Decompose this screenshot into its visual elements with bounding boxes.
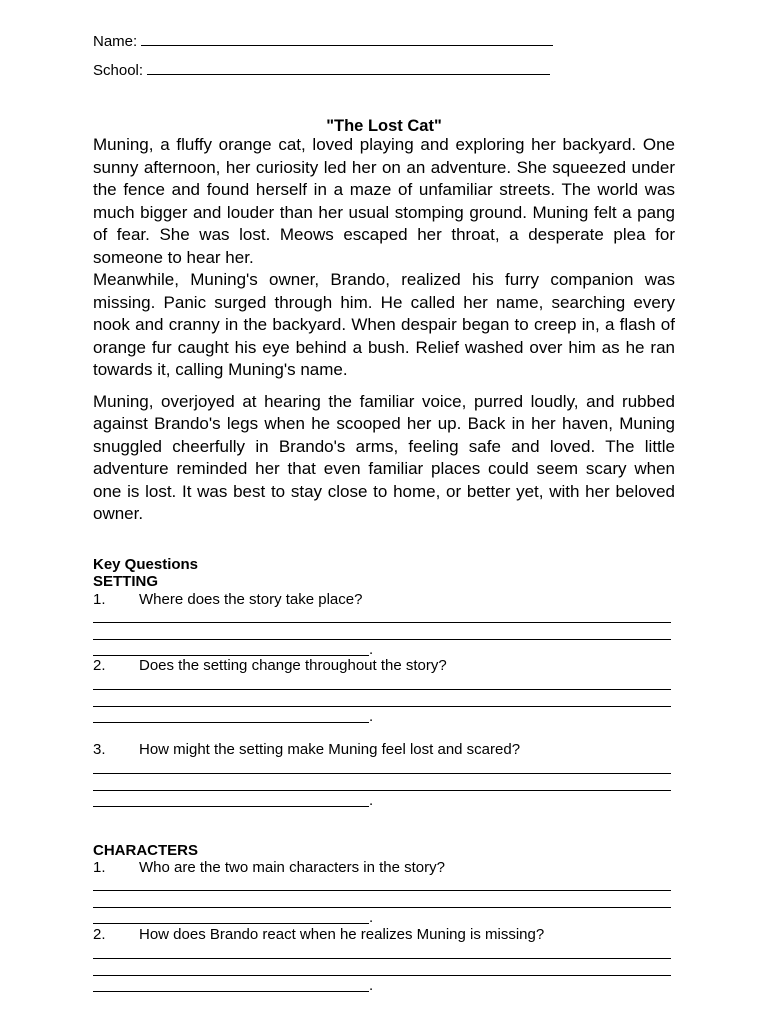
- name-label: Name:: [93, 33, 138, 50]
- setting-question-1: [93, 591, 675, 608]
- characters-question-1: [93, 859, 675, 876]
- answer-line[interactable]: [93, 923, 369, 924]
- question-text: How does Brando react when he realizes Muning is missing?: [139, 926, 545, 943]
- question-number: 1.: [93, 591, 106, 608]
- question-number: 3.: [93, 741, 106, 758]
- school-label: School:: [93, 62, 144, 79]
- key-questions-heading: Key Questions: [93, 556, 199, 573]
- name-field[interactable]: [93, 32, 553, 51]
- question-text: How might the setting make Muning feel lost and scared?: [139, 741, 521, 758]
- question-text: Who are the two main characters in the story?: [139, 859, 445, 876]
- story-paragraph-3: Muning, overjoyed at hearing the familiar voice, purred loudly, and rubbed against Brando's legs when he scooped her up. Back in her haven, Muning snuggled cheerfully in Brando's arms, feeling safe and loved. The little adventure reminded her that even familiar places could seem scary when one is lost. It was best to stay close to home, or better yet, with her beloved owner.: [93, 391, 675, 523]
- answer-line[interactable]: [93, 958, 671, 959]
- worksheet-page: [93, 0, 675, 1024]
- line-end-period: .: [369, 909, 374, 926]
- question-number: 2.: [93, 926, 106, 943]
- setting-question-2: [93, 657, 675, 674]
- line-end-period: .: [369, 977, 374, 994]
- school-blank-line[interactable]: [147, 61, 550, 75]
- characters-question-2: [93, 926, 675, 943]
- line-end-period: .: [369, 792, 374, 809]
- story-paragraph-2: Meanwhile, Muning's owner, Brando, realized his furry companion was missing. Panic surged through him. He called her name, searching every nook and cranny in the backyard. When despair began to creep in, a flash of orange fur caught his eye behind a bush. Relief washed over him as he ran towards it, calling Muning's name.: [93, 270, 675, 379]
- answer-line[interactable]: [93, 722, 369, 723]
- setting-question-3: [93, 741, 675, 758]
- question-text: Does the setting change throughout the story?: [139, 657, 447, 674]
- answer-line[interactable]: [93, 975, 671, 976]
- answer-line[interactable]: [93, 907, 671, 908]
- story-body: [93, 134, 675, 526]
- characters-heading: CHARACTERS: [93, 842, 198, 859]
- answer-line[interactable]: [93, 706, 671, 707]
- name-blank-line[interactable]: [141, 32, 553, 46]
- setting-heading: SETTING: [93, 573, 159, 590]
- story-paragraph-1: Muning, a fluffy orange cat, loved playing and exploring her backyard. One sunny afternoon, her curiosity led her on an adventure. She squeezed under the fence and found herself in a maze of unfamiliar streets. The world was much bigger and louder than her usual stomping ground. Muning felt a pang of fear. She was lost. Meows escaped her throat, a desperate plea for someone to hear her.: [93, 135, 675, 267]
- answer-line[interactable]: [93, 790, 671, 791]
- answer-line[interactable]: [93, 655, 369, 656]
- line-end-period: .: [369, 708, 374, 725]
- story-title: "The Lost Cat": [326, 117, 442, 135]
- question-number: 2.: [93, 657, 106, 674]
- line-end-period: .: [369, 641, 374, 658]
- school-field[interactable]: [93, 61, 550, 80]
- question-text: Where does the story take place?: [139, 591, 363, 608]
- answer-line[interactable]: [93, 806, 369, 807]
- question-number: 1.: [93, 859, 106, 876]
- answer-line[interactable]: [93, 689, 671, 690]
- answer-line[interactable]: [93, 622, 671, 623]
- answer-line[interactable]: [93, 890, 671, 891]
- answer-line[interactable]: [93, 639, 671, 640]
- answer-line[interactable]: [93, 991, 369, 992]
- answer-line[interactable]: [93, 773, 671, 774]
